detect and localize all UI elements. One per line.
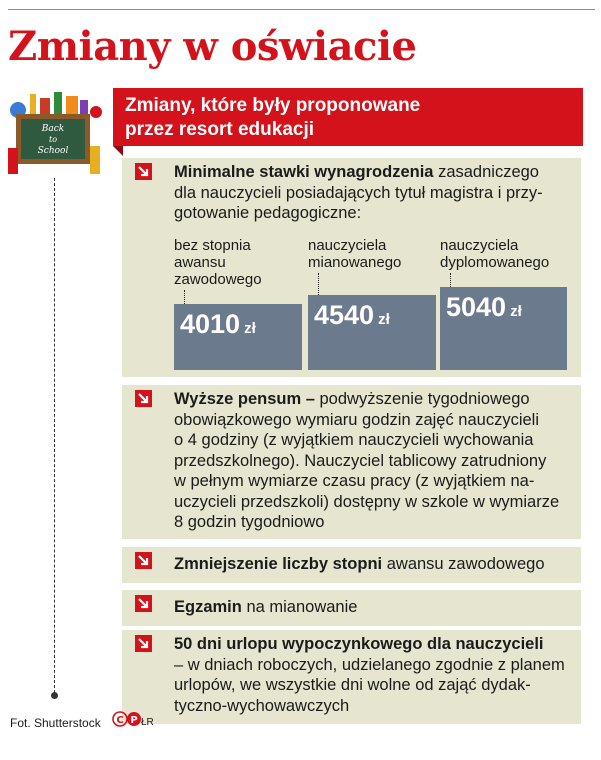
salary-bar xyxy=(308,295,436,370)
banner-line: przez resort edukacji xyxy=(125,119,315,140)
back-to-school-illustration xyxy=(0,88,112,180)
salary-label-line: mianowanego xyxy=(308,254,402,271)
item-text: podwyższenie tygodniowego xyxy=(314,390,530,408)
salary-value: 4540 xyxy=(314,300,375,330)
salary-bar xyxy=(440,287,567,370)
apple-icon xyxy=(90,106,102,118)
item-text: dla nauczycieli posiadających tytuł magistra i przy- xyxy=(174,183,543,202)
banner-line: Zmiany, które były proponowane xyxy=(125,95,421,116)
salary-label-appointed xyxy=(308,237,401,271)
item-vacation xyxy=(122,630,581,724)
svg-text:P: P xyxy=(130,715,138,726)
salary-value: 5040 xyxy=(446,292,507,322)
item-heading: Minimalne stawki wynagrodzenia xyxy=(174,163,434,181)
timeline-line xyxy=(54,178,55,693)
arrow-down-right-icon xyxy=(135,552,152,569)
item-minimum-wages xyxy=(122,158,581,377)
chalkboard-text: to xyxy=(48,135,58,144)
item-teaching-hours xyxy=(122,385,581,539)
item-text: zasadniczego xyxy=(433,163,539,181)
item-exam xyxy=(122,590,581,626)
svg-text:C: C xyxy=(116,715,124,726)
pencil-icon xyxy=(30,94,36,116)
chalkboard-text: Back xyxy=(41,124,65,134)
top-rule xyxy=(8,9,595,10)
salary-label-line: dyplomowanego xyxy=(440,254,550,271)
item-text: 8 godzin tygodniowo xyxy=(174,513,325,531)
photo-credit: Fot. Shutterstock xyxy=(10,716,101,730)
salary-value: 4010 xyxy=(180,309,241,339)
item-text: gotowanie pedagogiczne: xyxy=(174,204,362,222)
chalkboard-text: School xyxy=(37,146,69,156)
ruler-icon xyxy=(8,148,18,174)
salary-label-line: nauczyciela xyxy=(308,237,387,254)
salary-unit: zł xyxy=(510,303,522,320)
item-text: przedszkolnego). Nauczyciel tablicowy zatrudniony xyxy=(174,451,547,470)
item-promotion-levels xyxy=(122,547,581,583)
item-text: w pełnym wymiarze czasu pracy (z wyjątkiem na- xyxy=(174,472,535,490)
salary-unit: zł xyxy=(244,320,256,337)
item-text: urlopów, we wszystkie dni wolne od zająć dydak- xyxy=(174,676,531,694)
crayon-icon xyxy=(80,100,88,114)
arrow-down-right-icon xyxy=(135,163,152,180)
item-heading: Egzamin xyxy=(174,598,242,616)
arrow-down-right-icon xyxy=(135,635,152,652)
timeline-dot xyxy=(51,692,58,699)
banner-fold xyxy=(113,146,123,156)
salary-bar xyxy=(174,304,302,370)
salary-label-line: nauczyciela xyxy=(440,237,519,254)
item-text: o 4 godziny (z wyjątkiem nauczycieli wychowania xyxy=(174,431,534,449)
salary-label-certified xyxy=(440,237,549,271)
item-heading: Wyższe pensum – xyxy=(174,390,315,408)
item-heading: Zmniejszenie liczby stopni xyxy=(174,555,383,573)
author-initials: ŁR xyxy=(141,717,154,728)
item-text: na mianowanie xyxy=(241,598,358,616)
book-icon xyxy=(40,98,50,114)
book-icon xyxy=(54,92,62,114)
arrow-down-right-icon xyxy=(135,595,152,612)
salary-tick xyxy=(450,273,452,287)
item-heading: 50 dni urlopu wypoczynkowego dla nauczycieli xyxy=(174,635,544,653)
salary-label-line: bez stopnia xyxy=(174,237,251,254)
item-text: tyczno-wychowawczych xyxy=(174,696,350,715)
salary-label-line: zawodowego xyxy=(174,271,262,288)
ruler-icon xyxy=(90,146,100,174)
salary-tick xyxy=(318,273,320,295)
arrow-down-right-icon xyxy=(135,390,152,407)
salary-tick xyxy=(184,290,186,304)
banner xyxy=(113,88,583,146)
salary-label-no-degree xyxy=(174,237,262,288)
item-text: uczycieli przedszkoli) dostępny w szkole w wymiarze xyxy=(174,492,560,511)
page-title: Zmiany w oświacie xyxy=(8,23,417,70)
salary-label-line: awansu xyxy=(174,254,226,271)
apple-icon xyxy=(66,96,78,114)
item-text: obowiązkowego wymiaru godzin zajęć nauczycieli xyxy=(174,410,540,429)
item-text: – w dniach roboczych, udzielanego zgodnie z planem xyxy=(174,655,565,674)
item-text: awansu zawodowego xyxy=(382,555,545,573)
salary-unit: zł xyxy=(378,311,390,328)
